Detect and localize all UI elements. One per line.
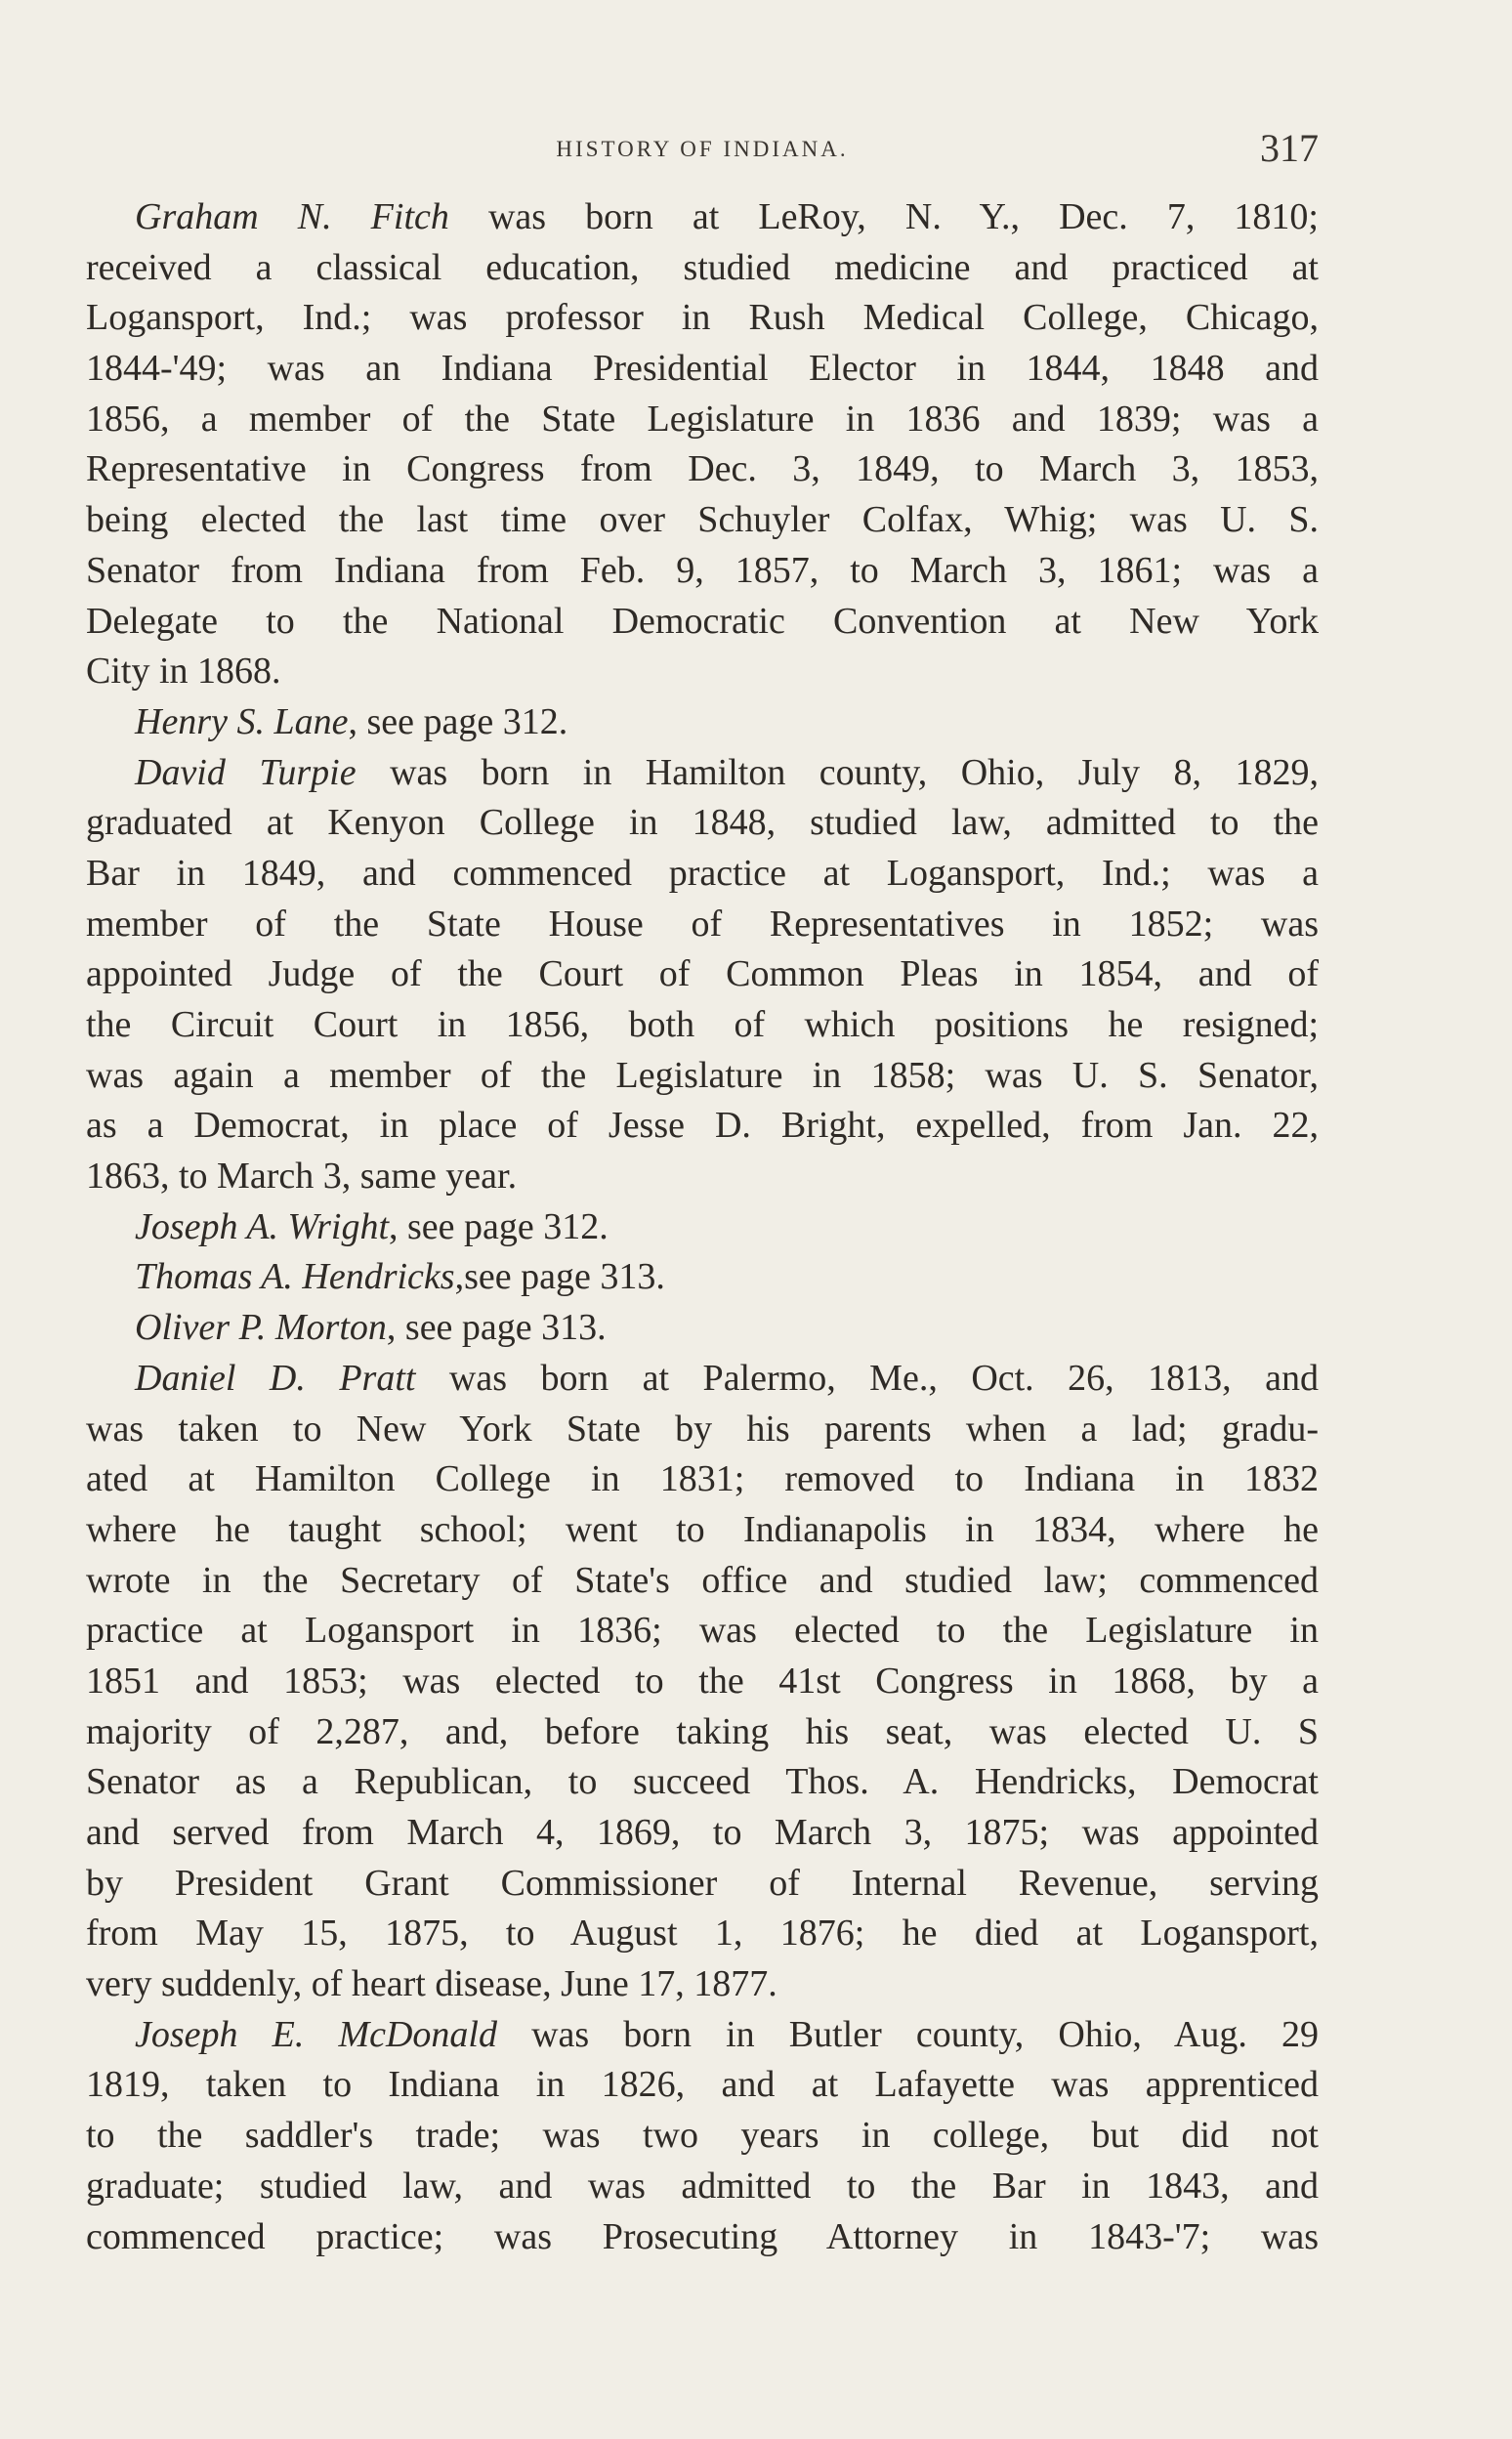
text-line: 1863, to March 3, same year. <box>86 1156 518 1198</box>
person-name: Joseph A. Wright <box>135 1205 390 1247</box>
person-name: Henry S. Lane <box>135 700 349 742</box>
text-line: 1851 and 1853; was elected to the 41st Congress in 1868, by a <box>86 1660 1319 1702</box>
person-name: Thomas A. Hendricks <box>135 1256 455 1298</box>
text-line: majority of 2,287, and, before taking his seat, was elected U. S <box>86 1710 1319 1752</box>
text-line: ated at Hamilton College in 1831; removed to Indiana in 1832 <box>86 1458 1319 1500</box>
person-name: Daniel D. Pratt <box>135 1357 416 1399</box>
person-name: Oliver P. Morton <box>135 1307 387 1349</box>
text-line: Joseph A. Wright, see page 312. <box>135 1205 609 1247</box>
person-name: David Turpie <box>135 751 357 793</box>
text-line: 1844-'49; was an Indiana Presidential Elector in 1844, 1848 and <box>86 348 1319 390</box>
text-line: Joseph E. McDonald was born in Butler county, Ohio, Aug. 29 <box>135 2013 1319 2055</box>
page-header <box>86 125 1319 174</box>
text-line: as a Democrat, in place of Jesse D. Bright, expelled, from Jan. 22, <box>86 1105 1319 1147</box>
text-line: was again a member of the Legislature in 1858; was U. S. Senator, <box>86 1054 1319 1096</box>
text-line: 1819, taken to Indiana in 1826, and at Lafayette was apprenticed <box>86 2064 1319 2106</box>
person-name: Joseph E. McDonald <box>135 2013 497 2055</box>
body-text <box>86 192 1319 2262</box>
text-line: David Turpie was born in Hamilton county, Ohio, July 8, 1829, <box>135 751 1319 793</box>
text-line: Bar in 1849, and commenced practice at Logansport, Ind.; was a <box>86 852 1319 894</box>
text-line: where he taught school; went to Indianapolis in 1834, where he <box>86 1508 1319 1550</box>
text-line: received a classical education, studied medicine and practiced at <box>86 246 1319 288</box>
text-line: Senator as a Republican, to succeed Thos. A. Hendricks, Democrat <box>86 1761 1319 1803</box>
text-line: being elected the last time over Schuyler Colfax, Whig; was U. S. <box>86 499 1319 541</box>
person-name: Graham N. Fitch <box>135 196 449 237</box>
text-line: member of the State House of Representatives in 1852; was <box>86 903 1319 945</box>
text-line: commenced practice; was Prosecuting Attorney in 1843-'7; was <box>86 2215 1319 2257</box>
text-line: graduated at Kenyon College in 1848, studied law, admitted to the <box>86 802 1319 844</box>
text-line: Graham N. Fitch was born at LeRoy, N. Y., Dec. 7, 1810; <box>135 196 1319 237</box>
text-line: appointed Judge of the Court of Common Pleas in 1854, and of <box>86 953 1319 995</box>
text-line: Thomas A. Hendricks,see page 313. <box>135 1256 665 1298</box>
text-line: Daniel D. Pratt was born at Palermo, Me., Oct. 26, 1813, and <box>135 1357 1319 1399</box>
page-number: 317 <box>1260 126 1319 170</box>
text-line: practice at Logansport in 1836; was elected to the Legislature in <box>86 1610 1319 1652</box>
text-line: to the saddler's trade; was two years in college, but did not <box>86 2115 1319 2157</box>
text-line: was taken to New York State by his parents when a lad; gradu- <box>86 1408 1319 1450</box>
text-line: from May 15, 1875, to August 1, 1876; he died at Logansport, <box>86 1913 1319 1955</box>
text-line: Senator from Indiana from Feb. 9, 1857, to March 3, 1861; was a <box>86 549 1319 591</box>
text-line: by President Grant Commissioner of Internal Revenue, serving <box>86 1862 1319 1904</box>
text-line: Oliver P. Morton, see page 313. <box>135 1307 607 1349</box>
text-line: and served from March 4, 1869, to March 3, 1875; was appointed <box>86 1812 1319 1853</box>
text-line: 1856, a member of the State Legislature in 1836 and 1839; was a <box>86 398 1319 440</box>
text-line: the Circuit Court in 1856, both of which positions he resigned; <box>86 1004 1319 1045</box>
text-line: Logansport, Ind.; was professor in Rush Medical College, Chicago, <box>86 297 1319 339</box>
text-line: City in 1868. <box>86 651 281 693</box>
running-head: HISTORY OF INDIANA. <box>556 137 849 161</box>
text-line: graduate; studied law, and was admitted to the Bar in 1843, and <box>86 2165 1319 2207</box>
text-line: Representative in Congress from Dec. 3, 1849, to March 3, 1853, <box>86 448 1319 490</box>
text-line: Henry S. Lane, see page 312. <box>135 700 568 742</box>
text-line: wrote in the Secretary of State's office and studied law; commenced <box>86 1559 1319 1601</box>
text-line: Delegate to the National Democratic Convention at New York <box>86 600 1319 642</box>
text-line: very suddenly, of heart disease, June 17, 1877. <box>86 1963 777 2005</box>
